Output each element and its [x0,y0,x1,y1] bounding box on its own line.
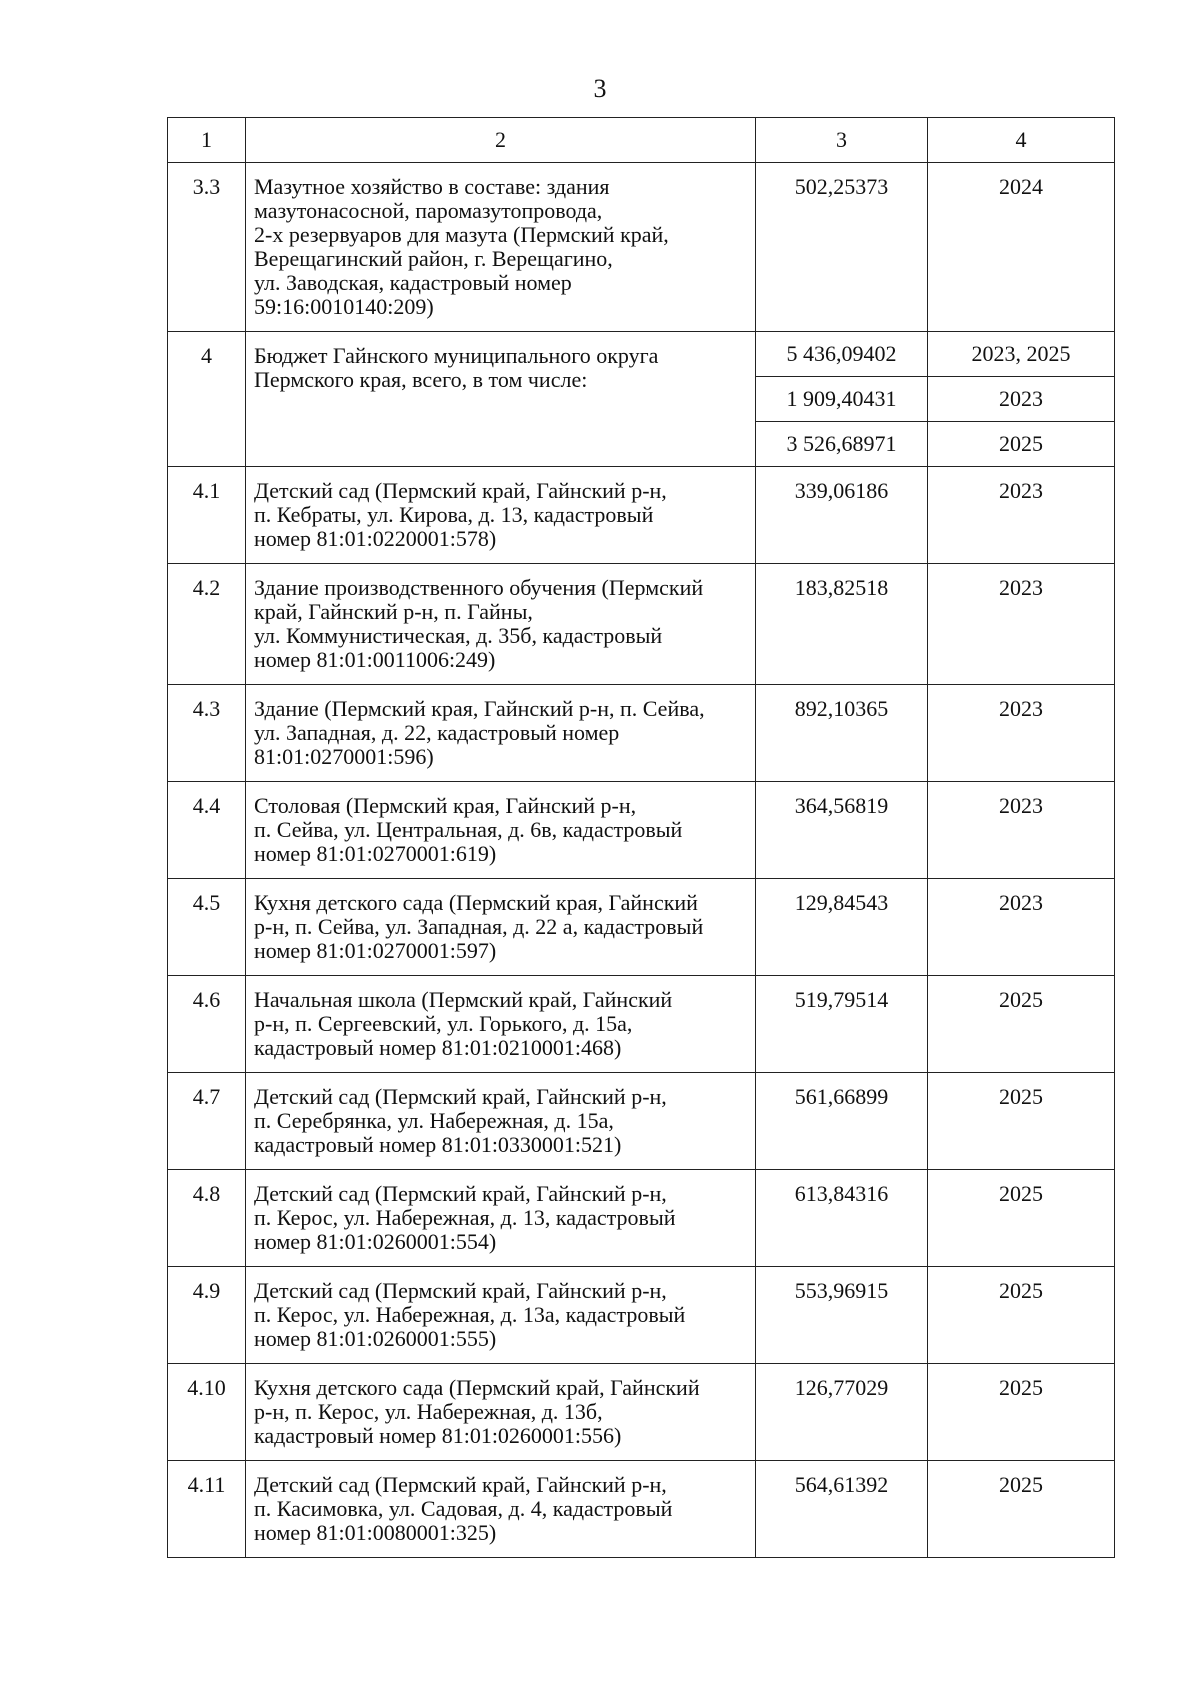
description-line: Детский сад (Пермский край, Гайнский р-н, [254,1472,667,1497]
header-col-1: 1 [168,118,246,163]
row-amount: 5 436,09402 [756,332,928,377]
table-row [168,1170,1115,1267]
row-year: 2023 [928,564,1115,685]
table-row [168,467,1115,564]
description-line: п. Керос, ул. Набережная, д. 13, кадастровый [254,1205,676,1230]
header-col-3: 3 [756,118,928,163]
row-description [246,467,756,564]
table-row [168,782,1115,879]
row-amount: 183,82518 [756,564,928,685]
description-line: 2-х резервуаров для мазута (Пермский край, [254,222,669,247]
row-number: 3.3 [168,163,246,332]
row-amount: 553,96915 [756,1267,928,1364]
description-line: кадастровый номер 81:01:0330001:521) [254,1132,622,1157]
description-line: Здание (Пермский края, Гайнский р-н, п. Сейва, [254,696,705,721]
description-line: р-н, п. Сейва, ул. Западная, д. 22 а, кадастровый [254,914,704,939]
row-number: 4.3 [168,685,246,782]
row-number: 4.2 [168,564,246,685]
description-line: п. Кебраты, ул. Кирова, д. 13, кадастровый [254,502,654,527]
row-description [246,1461,756,1558]
description-line: р-н, п. Керос, ул. Набережная, д. 13б, [254,1399,603,1424]
table-row [168,163,1115,332]
row-year: 2023 [928,879,1115,976]
row-amount: 502,25373 [756,163,928,332]
row-description [246,782,756,879]
row-description [246,1267,756,1364]
description-line: Детский сад (Пермский край, Гайнский р-н, [254,1181,667,1206]
description-line: п. Сейва, ул. Центральная, д. 6в, кадастровый [254,817,683,842]
table-body [168,163,1115,1558]
row-number: 4.9 [168,1267,246,1364]
subrow-amount: 3 526,68971 [756,422,928,467]
row-description [246,976,756,1073]
description-line: ул. Коммунистическая, д. 35б, кадастровый [254,623,663,648]
description-line: Верещагинский район, г. Верещагино, [254,246,613,271]
description-line: Мазутное хозяйство в составе: здания [254,174,610,199]
description-line: номер 81:01:0220001:578) [254,526,497,551]
row-year: 2025 [928,1364,1115,1461]
subrow-year: 2023 [928,377,1115,422]
table-row [168,1461,1115,1558]
row-year: 2024 [928,163,1115,332]
table-row [168,976,1115,1073]
description-line: номер 81:01:0080001:325) [254,1520,497,1545]
row-number: 4.6 [168,976,246,1073]
table-row [168,564,1115,685]
property-table [167,117,1115,1558]
row-year: 2025 [928,1170,1115,1267]
row-year: 2025 [928,976,1115,1073]
row-number: 4.7 [168,1073,246,1170]
description-line: Столовая (Пермский края, Гайнский р-н, [254,793,637,818]
row-amount: 564,61392 [756,1461,928,1558]
row-number: 4.11 [168,1461,246,1558]
row-number: 4.10 [168,1364,246,1461]
table-row [168,1364,1115,1461]
header-col-4: 4 [928,118,1115,163]
row-year: 2023 [928,467,1115,564]
description-line: номер 81:01:0260001:554) [254,1229,497,1254]
row-description [246,1170,756,1267]
row-year: 2023, 2025 [928,332,1115,377]
row-year: 2025 [928,1267,1115,1364]
row-year: 2023 [928,685,1115,782]
description-line: Пермского края, всего, в том числе: [254,367,588,392]
description-line: Начальная школа (Пермский край, Гайнский [254,987,673,1012]
description-line: п. Серебрянка, ул. Набережная, д. 15а, [254,1108,614,1133]
table-row [168,685,1115,782]
row-amount: 561,66899 [756,1073,928,1170]
row-description [246,879,756,976]
description-line: Здание производственного обучения (Пермский [254,575,704,600]
description-line: номер 81:01:0270001:597) [254,938,497,963]
subrow-year: 2025 [928,422,1115,467]
table-row [168,1267,1115,1364]
row-description [246,564,756,685]
description-line: Бюджет Гайнского муниципального округа [254,343,659,368]
description-line: 59:16:0010140:209) [254,294,434,319]
description-line: Детский сад (Пермский край, Гайнский р-н, [254,1278,667,1303]
description-line: ул. Западная, д. 22, кадастровый номер [254,720,620,745]
row-amount: 892,10365 [756,685,928,782]
row-amount: 129,84543 [756,879,928,976]
row-description [246,332,756,467]
row-number: 4.8 [168,1170,246,1267]
table-row [168,879,1115,976]
row-amount: 519,79514 [756,976,928,1073]
description-line: п. Керос, ул. Набережная, д. 13а, кадастровый [254,1302,686,1327]
table-row [168,1073,1115,1170]
page-number: 3 [593,74,607,103]
description-line: Кухня детского сада (Пермский края, Гайнский [254,890,698,915]
row-year: 2025 [928,1073,1115,1170]
description-line: Кухня детского сада (Пермский край, Гайнский [254,1375,700,1400]
row-description [246,1073,756,1170]
header-col-2: 2 [246,118,756,163]
description-line: 81:01:0270001:596) [254,744,434,769]
row-number: 4 [168,332,246,467]
subrow-amount: 1 909,40431 [756,377,928,422]
description-line: мазутонасосной, паромазутопровода, [254,198,603,223]
description-line: р-н, п. Сергеевский, ул. Горького, д. 15а, [254,1011,633,1036]
description-line: номер 81:01:0260001:555) [254,1326,497,1351]
row-number: 4.1 [168,467,246,564]
table-row [168,332,1115,377]
row-amount: 613,84316 [756,1170,928,1267]
description-line: край, Гайнский р-н, п. Гайны, [254,599,533,624]
row-description [246,685,756,782]
row-amount: 339,06186 [756,467,928,564]
row-amount: 364,56819 [756,782,928,879]
description-line: номер 81:01:0270001:619) [254,841,497,866]
row-number: 4.5 [168,879,246,976]
description-line: кадастровый номер 81:01:0260001:556) [254,1423,622,1448]
description-line: номер 81:01:0011006:249) [254,647,496,672]
header-row [168,118,1115,163]
description-line: ул. Заводская, кадастровый номер [254,270,572,295]
description-line: Детский сад (Пермский край, Гайнский р-н, [254,478,667,503]
row-year: 2025 [928,1461,1115,1558]
row-description [246,1364,756,1461]
description-line: Детский сад (Пермский край, Гайнский р-н, [254,1084,667,1109]
description-line: кадастровый номер 81:01:0210001:468) [254,1035,622,1060]
row-number: 4.4 [168,782,246,879]
row-description [246,163,756,332]
description-line: п. Касимовка, ул. Садовая, д. 4, кадастровый [254,1496,673,1521]
row-year: 2023 [928,782,1115,879]
row-amount: 126,77029 [756,1364,928,1461]
